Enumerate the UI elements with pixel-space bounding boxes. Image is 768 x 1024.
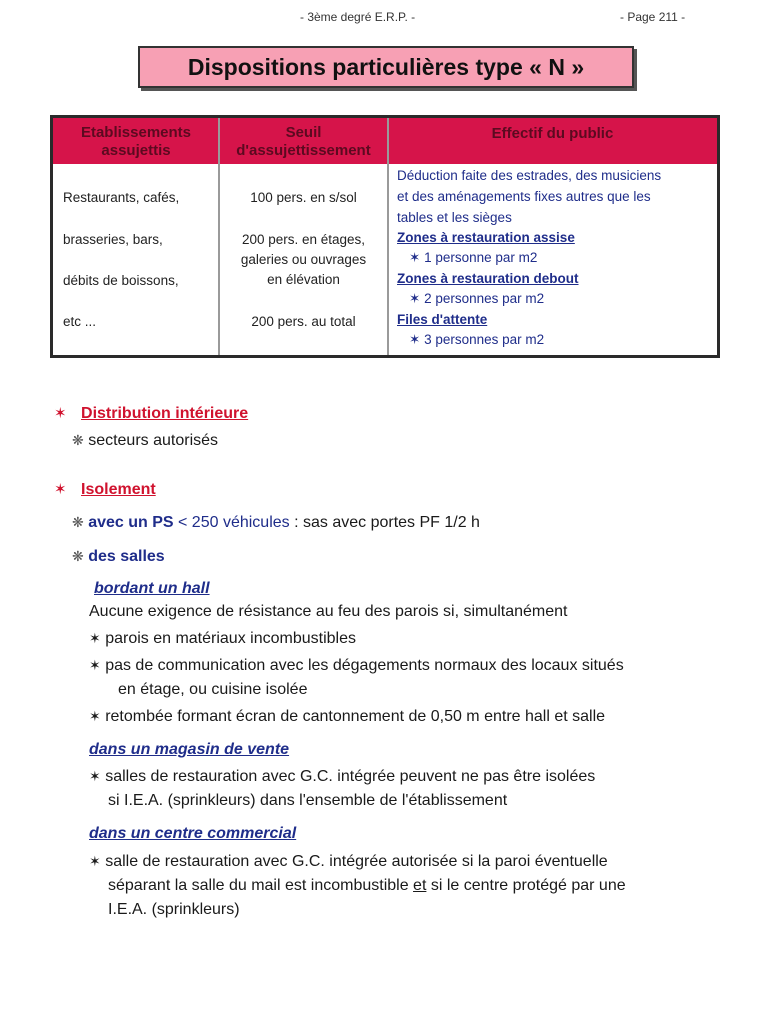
col-header-label: Etablissements assujettis: [80, 124, 192, 159]
subsection-centre: dans un centre commercial: [89, 825, 297, 842]
salles-label: des salles: [88, 548, 165, 565]
value-text: 2 personnes par m2: [424, 291, 545, 306]
black-star-icon: ✶: [89, 708, 101, 724]
hall-bullet: [89, 708, 605, 726]
col-header-label: Seuil d'assujettissement: [236, 124, 371, 159]
snowflake-icon: ❋: [72, 514, 84, 530]
bullet-text: si le centre protégé par une: [426, 877, 626, 894]
table-cell: brasseries, bars,: [63, 232, 163, 247]
zone-heading: Zones à restauration debout: [397, 271, 579, 286]
bullet-text: pas de communication avec les dégagements normaux des locaux situés: [105, 657, 624, 674]
table-cell: 200 pers. en étages,: [241, 232, 366, 247]
black-star-icon: ✶: [89, 768, 101, 784]
black-star-icon: ✶: [89, 630, 101, 646]
subsection-magasin: dans un magasin de vente: [89, 741, 290, 758]
black-star-icon: ✶: [89, 853, 101, 869]
section-distribution: [54, 404, 248, 423]
hall-bullet-continued: en étage, ou cuisine isolée: [118, 681, 308, 698]
bullet-text: séparant la salle du mail est incombustible: [108, 877, 414, 894]
title-box: [138, 46, 634, 88]
zone-heading: Files d'attente: [397, 312, 488, 327]
black-star-icon: ✶: [89, 657, 101, 673]
subsection-hall: bordant un hall: [94, 580, 210, 597]
value-text: 1 personne par m2: [424, 250, 538, 265]
centre-bullet-continued: [108, 877, 626, 895]
table-cell: etc ...: [63, 314, 97, 329]
item-text: secteurs autorisés: [88, 432, 219, 449]
red-asterisk-icon: ✶: [54, 405, 67, 422]
star-icon: ✶: [409, 291, 425, 306]
table-cell: 200 pers. au total: [251, 314, 356, 329]
page-title: Dispositions particulières type « N »: [187, 54, 585, 80]
col-header-seuil: [219, 118, 388, 164]
col-header-effectif: [388, 118, 717, 164]
hall-bullet: [89, 657, 624, 675]
table-cell: [409, 332, 544, 348]
bullet-text: retombée formant écran de cantonnement de 0,50 m entre hall et salle: [105, 708, 606, 725]
value-text: 3 personnes par m2: [424, 332, 545, 347]
centre-bullet: [89, 853, 608, 871]
magasin-bullet: [89, 768, 595, 786]
distribution-item: [72, 432, 218, 450]
header-page-number: - Page 211 -: [620, 10, 686, 24]
centre-bullet-continued: I.E.A. (sprinkleurs): [108, 901, 240, 918]
isolement-salles: [72, 548, 165, 566]
table-cell: en élévation: [267, 272, 340, 287]
table-cell: débits de boissons,: [63, 273, 179, 288]
col-header-etablissements: [53, 118, 219, 164]
isolement-ps: [72, 514, 480, 532]
bullet-text: salles de restauration avec G.C. intégrée peuvent ne pas être isolées: [105, 768, 596, 785]
snowflake-icon: ❋: [72, 432, 84, 448]
table-cell: 100 pers. en s/sol: [250, 190, 357, 205]
header-left: - 3ème degré E.R.P. -: [300, 10, 416, 24]
hall-bullet: [89, 630, 356, 648]
snowflake-icon: ❋: [72, 548, 84, 564]
section-isolement: [54, 480, 156, 499]
effectif-table: [50, 115, 720, 358]
table-cell: tables et les sièges: [397, 210, 512, 225]
ps-label: avec un PS: [88, 514, 174, 531]
table-cell: [409, 250, 537, 266]
hall-intro: Aucune exigence de résistance au feu des parois si, simultanément: [89, 603, 568, 620]
star-icon: ✶: [409, 332, 425, 347]
table-cell: Restaurants, cafés,: [63, 190, 180, 205]
section-title: Isolement: [81, 481, 156, 498]
table-cell: galeries ou ouvrages: [240, 252, 367, 267]
star-icon: ✶: [409, 250, 425, 265]
table-cell: [409, 291, 544, 307]
table-cell: et des aménagements fixes autres que les: [397, 189, 651, 204]
ps-limit: < 250 véhicules: [173, 514, 290, 531]
bullet-text: parois en matériaux incombustibles: [105, 630, 356, 647]
bullet-text: salle de restauration avec G.C. intégrée autorisée si la paroi éventuelle: [105, 853, 608, 870]
red-asterisk-icon: ✶: [54, 481, 67, 498]
zone-heading: Zones à restauration assise: [397, 230, 575, 245]
col-header-label: Effectif du public: [491, 125, 614, 142]
ps-rule: : sas avec portes PF 1/2 h: [289, 514, 480, 531]
table-cell: Déduction faite des estrades, des musiciens: [397, 168, 662, 183]
emphasis-et: et: [413, 877, 427, 894]
magasin-bullet-continued: si I.E.A. (sprinkleurs) dans l'ensemble de l'établissement: [108, 792, 508, 809]
section-title: Distribution intérieure: [81, 405, 249, 422]
